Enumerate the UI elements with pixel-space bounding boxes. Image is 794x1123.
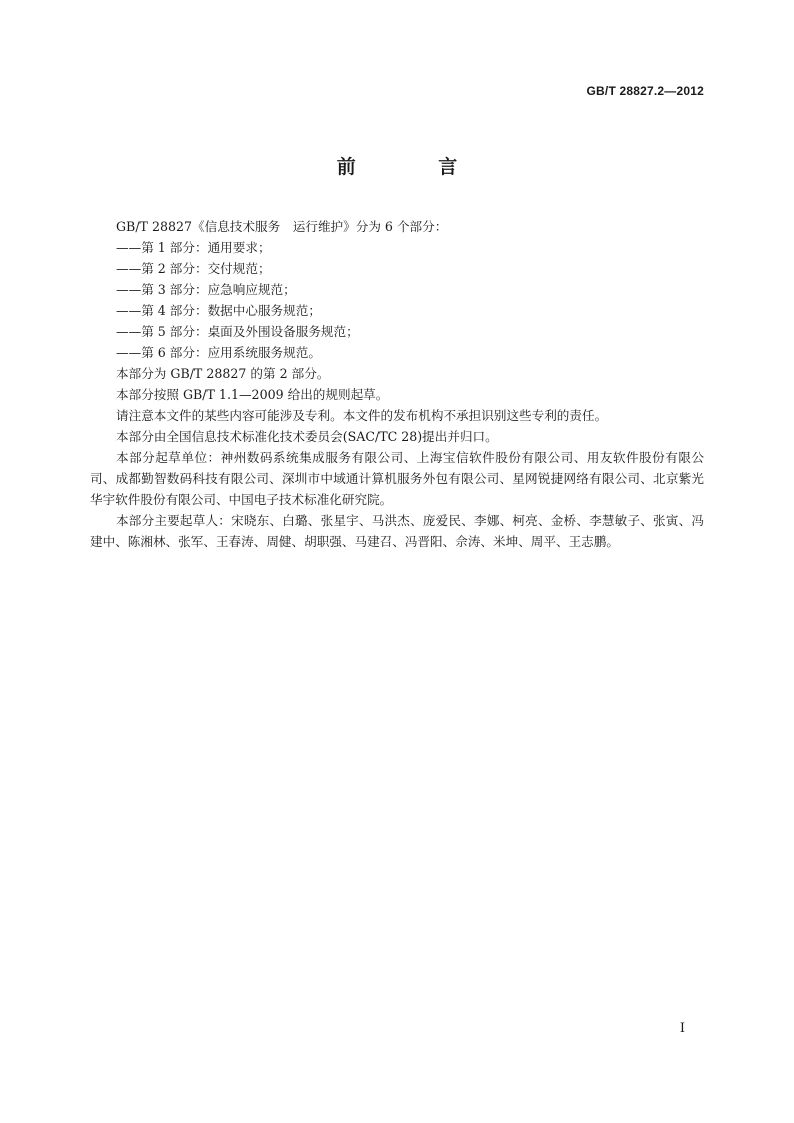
part-item: ——第 4 部分：数据中心服务规范； [116,303,321,318]
standard-code: GB/T 28827.2—2012 [586,84,704,98]
proposer-paragraph: 本部分由全国信息技术标准化技术委员会(SAC/TC 28)提出并归口。 [116,429,498,444]
part-item: ——第 6 部分：应用系统服务规范。 [116,345,321,360]
part-item: ——第 5 部分：桌面及外围设备服务规范； [116,324,359,339]
part-item: ——第 2 部分：交付规范； [116,261,271,276]
foreword-body [90,216,704,552]
page-number: I [679,1021,685,1036]
part-item: ——第 1 部分：通用要求； [116,240,271,255]
scope-paragraph: 本部分为 GB/T 28827 的第 2 部分。 [116,366,330,381]
drafting-units-paragraph: 本部分起草单位：神州数码系统集成服务有限公司、上海宝信软件股份有限公司、用友软件股份有限公司、成都勤智数码科技有限公司、深圳市中域通计算机服务外包有限公司、星网锐捷网络有限公司、北京紫光华宇软件股份有限公司、中国电子技术标准化研究院。 [90,450,704,507]
drafters-paragraph: 本部分主要起草人：宋晓东、白璐、张星宇、马洪杰、庞爱民、李娜、柯亮、金桥、李慧敏子、张寅、冯建中、陈湘林、张军、王春涛、周健、胡职强、马建召、冯晋阳、佘涛、米坤、周平、王志鹏。 [90,513,704,549]
page-title: 前 言 [336,156,496,178]
intro-paragraph: GB/T 28827《信息技术服务 运行维护》分为 6 个部分： [116,219,448,234]
drafting-rules-paragraph: 本部分按照 GB/T 1.1—2009 给出的规则起草。 [116,387,389,402]
patent-notice-paragraph: 请注意本文件的某些内容可能涉及专利。本文件的发布机构不承担识别这些专利的责任。 [116,408,608,423]
part-item: ——第 3 部分：应急响应规范； [116,282,296,297]
